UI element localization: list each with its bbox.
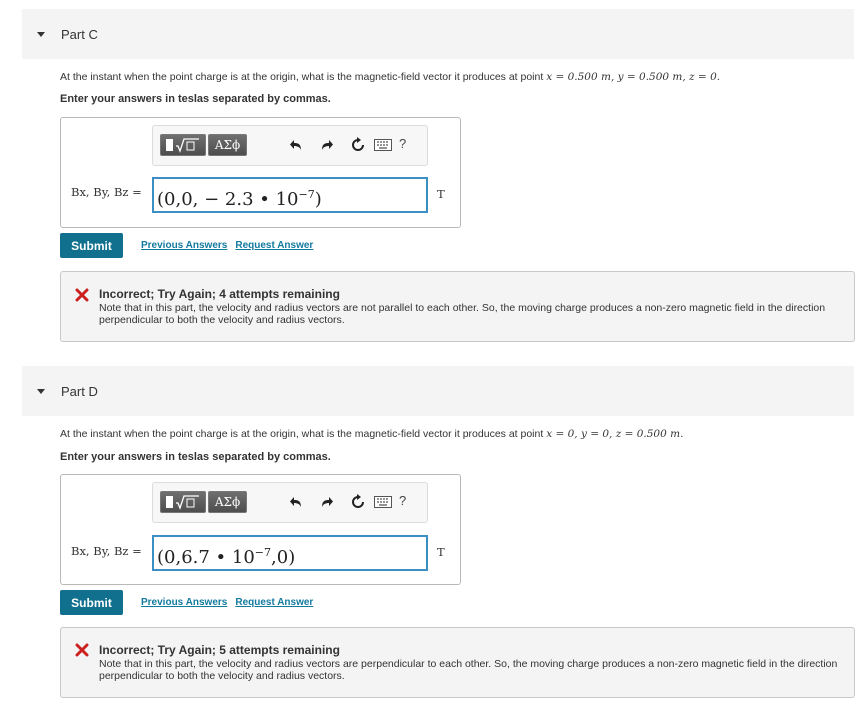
help-button[interactable]: ? [399,136,407,151]
redo-icon[interactable] [318,136,336,154]
part-c-answer-box [60,117,461,228]
part-c-feedback-title: Incorrect; Try Again; 4 attempts remaining [99,287,340,301]
templates-icon [165,494,201,510]
keyboard-icon[interactable] [374,136,392,154]
keyboard-icon[interactable] [374,493,392,511]
part-d-question: At the instant when the point charge is at the origin, what is the magnetic-field vector it produces at point x = 0, y = 0, z = 0.500 m. [60,428,684,440]
part-d-header[interactable] [22,366,854,416]
part-c-feedback [60,271,855,342]
part-d-unit: T [437,545,445,559]
part-d-submit-button[interactable]: Submit [60,590,123,615]
part-c-answer-input[interactable]: (0,0, − 2.3 • $10^{-7}$) [152,177,428,213]
part-d-instructions: Enter your answers in teslas separated by commas. [60,451,331,463]
greek-symbols-button[interactable]: ΑΣϕ [208,491,247,513]
reset-icon[interactable] [349,493,367,511]
part-d-links [141,597,313,608]
math-toolbar [152,482,428,523]
previous-answers-link[interactable]: Previous Answers [141,597,228,608]
part-c-submit-button[interactable]: Submit [60,233,123,258]
part-d-point: x = 0, y = 0, z = 0.500 m. [546,428,684,440]
part-c-unit: T [437,187,445,201]
part-c-feedback-text: Note that in this part, the velocity and radius vectors are not parallel to each other. So, the moving charge produces a non-zero magnetic field in the direction perpendicular to both the velocity and radius vectors. [99,302,826,326]
part-d-answer-box [60,474,461,585]
request-answer-link[interactable]: Request Answer [235,597,314,608]
math-toolbar [152,125,428,166]
part-c-title: Part C [61,26,98,42]
help-button[interactable]: ? [399,493,407,508]
undo-icon[interactable] [287,136,305,154]
undo-icon[interactable] [287,493,305,511]
reset-icon[interactable] [349,136,367,154]
templates-button[interactable] [160,491,206,513]
part-c-question: At the instant when the point charge is at the origin, what is the magnetic-field vector it produces at point x = 0.500 m, y = 0.500 m, z = 0. [60,71,721,83]
part-d-field-label: Bx, By, Bz = [71,544,142,558]
part-c-header[interactable] [22,9,854,59]
part-d-feedback [60,627,855,698]
templates-icon [165,137,201,153]
collapse-caret-icon[interactable] [37,389,45,394]
part-c-field-label: Bx, By, Bz = [71,185,142,199]
part-d-answer-input[interactable]: (0,6.7 • $10^{-7},0$) [152,535,428,571]
part-d-feedback-title: Incorrect; Try Again; 5 attempts remaining [99,643,340,657]
part-d-feedback-text: Note that in this part, the velocity and radius vectors are perpendicular to each other. So, the moving charge produces a non-zero magnetic field in the direction perpendicular to both the velocity and radius vectors. [99,658,838,682]
greek-symbols-button[interactable]: ΑΣϕ [208,134,247,156]
collapse-caret-icon[interactable] [37,32,45,37]
part-c-point: x = 0.500 m, y = 0.500 m, z = 0. [546,71,721,83]
part-c-links [141,240,313,251]
templates-button[interactable] [160,134,206,156]
redo-icon[interactable] [318,493,336,511]
error-x-icon [75,643,89,657]
previous-answers-link[interactable]: Previous Answers [141,240,228,251]
error-x-icon [75,288,89,302]
part-c-instructions: Enter your answers in teslas separated by commas. [60,93,331,105]
part-d-title: Part D [61,383,98,399]
request-answer-link[interactable]: Request Answer [235,240,314,251]
